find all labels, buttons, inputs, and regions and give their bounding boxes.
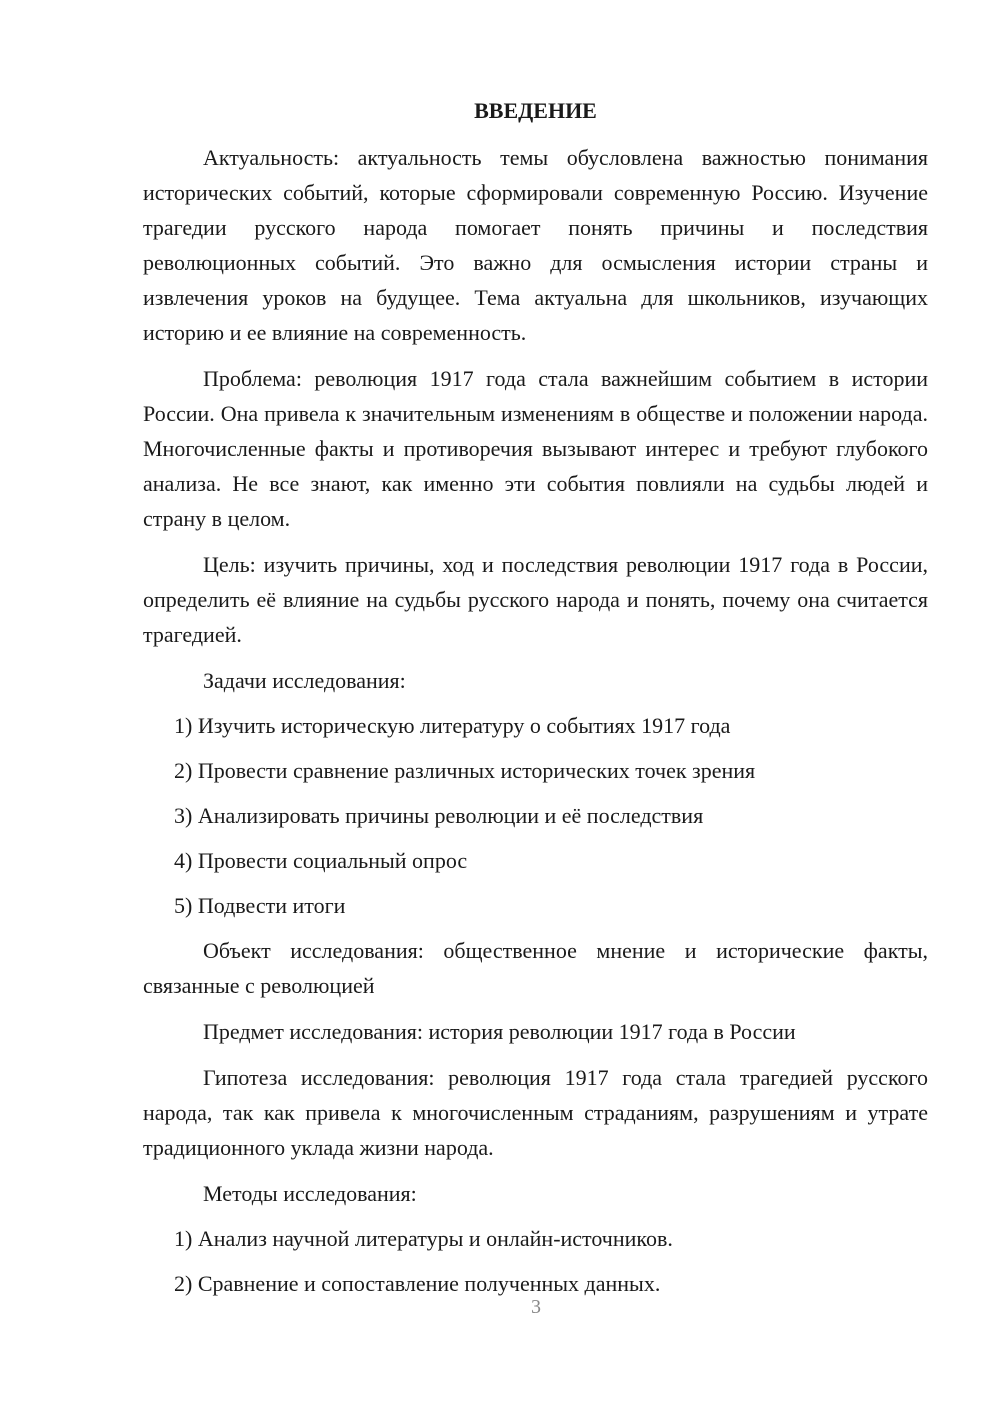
method-item-1: 1) Анализ научной литературы и онлайн-источников. <box>174 1226 673 1251</box>
task-item-1: 1) Изучить историческую литературу о событиях 1917 года <box>174 713 731 738</box>
problem-paragraph: Проблема: революция 1917 года стала важнейшим событием в истории России. Она привела к значительным изменениям в обществе и положении народа. Многочисленные факты и противоречия вызывают интерес и требуют глубокого анализа. Не все знают, как именно эти события повлияли на судьбы людей и страну в целом. <box>143 366 928 531</box>
methods-heading: Методы исследования: <box>203 1181 417 1206</box>
task-item-4: 4) Провести социальный опрос <box>174 848 468 873</box>
subject-paragraph: Предмет исследования: история революции 1917 года в России <box>203 1019 796 1044</box>
object-paragraph: Объект исследования: общественное мнение и исторические факты, связанные с революцией <box>143 938 928 998</box>
page-number: 3 <box>531 1296 541 1318</box>
section-title: ВВЕДЕНИЕ <box>474 98 597 123</box>
task-item-3: 3) Анализировать причины революции и её последствия <box>174 803 704 828</box>
tasks-heading: Задачи исследования: <box>203 668 406 693</box>
task-item-2: 2) Провести сравнение различных исторических точек зрения <box>174 758 756 783</box>
task-item-5: 5) Подвести итоги <box>174 893 346 918</box>
method-item-2: 2) Сравнение и сопоставление полученных данных. <box>174 1271 661 1296</box>
goal-paragraph: Цель: изучить причины, ход и последствия революции 1917 года в России, определить её влияние на судьбы русского народа и понять, почему она считается трагедией. <box>143 552 928 647</box>
relevance-paragraph: Актуальность: актуальность темы обусловлена важностью понимания исторических событий, которые сформировали современную Россию. Изучение трагедии русского народа помогает понять причины и последствия революционных событий. Это важно для осмысления истории страны и извлечения уроков на будущее. Тема актуальна для школьников, изучающих историю и ее влияние на современность. <box>143 145 928 345</box>
document-page <box>143 96 928 1311</box>
hypothesis-paragraph: Гипотеза исследования: революция 1917 года стала трагедией русского народа, так как привела к многочисленным страданиям, разрушениям и утрате традиционного уклада жизни народа. <box>143 1065 928 1160</box>
